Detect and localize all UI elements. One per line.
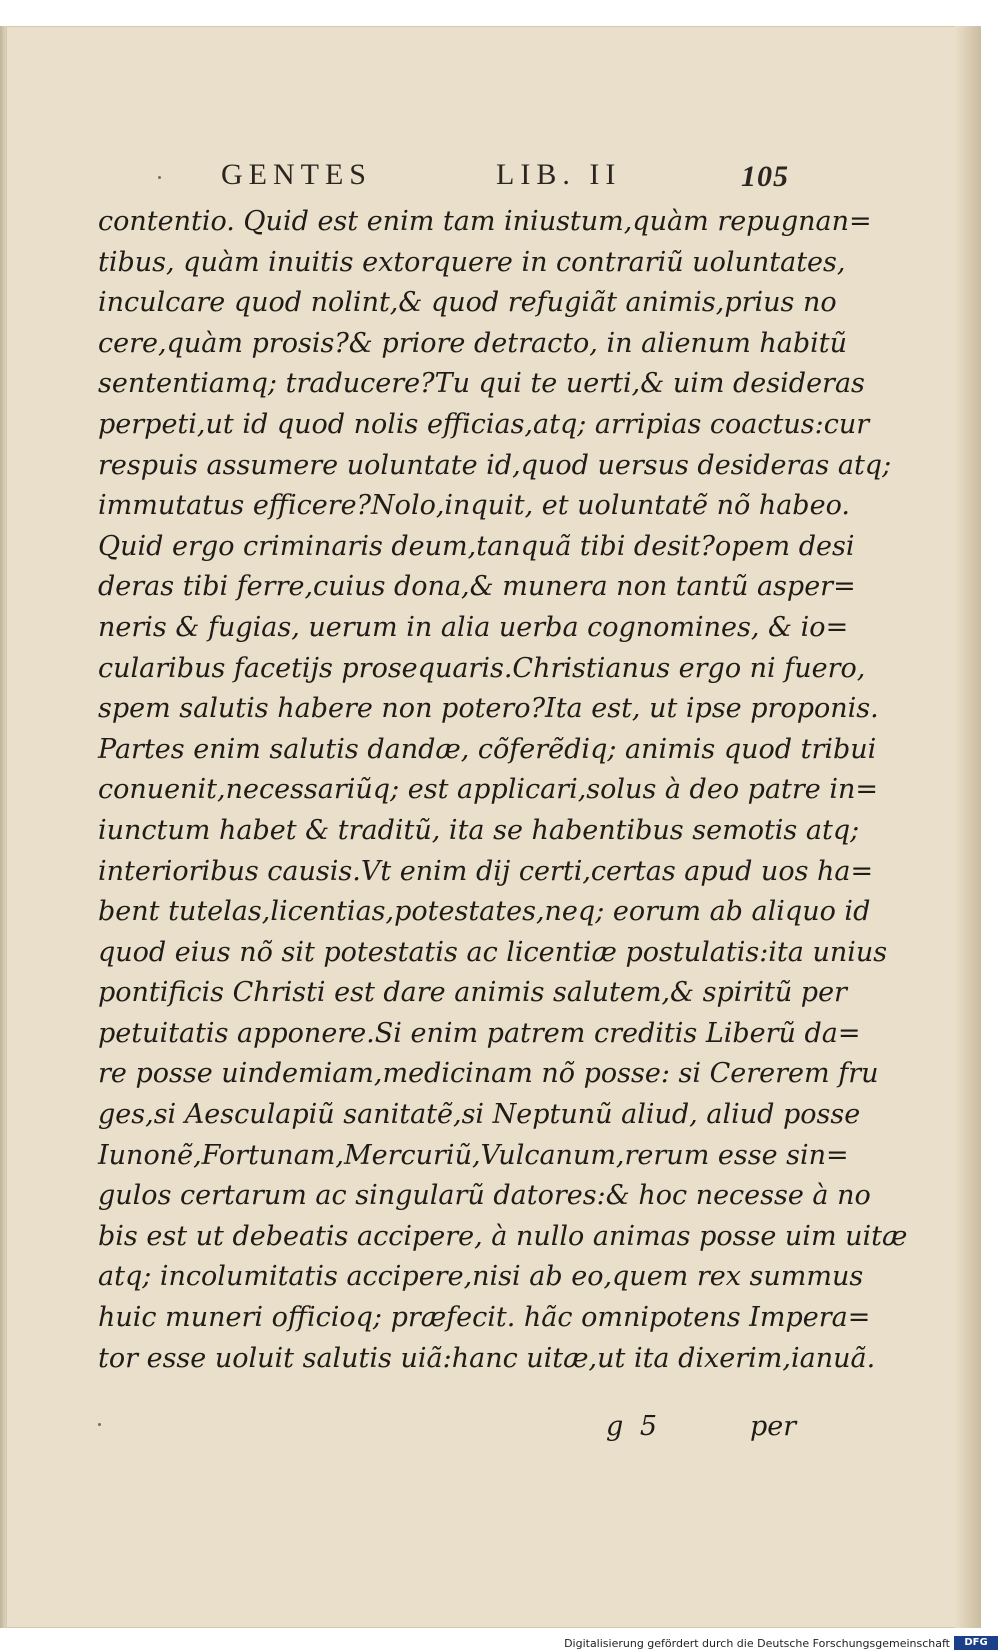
text-line: re posse uindemiam,medicinam nõ posse: si Cererem fru <box>98 1058 879 1090</box>
text-line: sententiamq; traducere?Tu qui te uerti,& uim desideras <box>98 368 865 400</box>
book-page <box>6 26 980 1628</box>
text-line: perpeti,ut id quod nolis efficias,atq; arripias coactus:cur <box>98 408 870 440</box>
text-line: spem salutis habere non potero?Ita est, ut ipse proponis. <box>98 693 879 725</box>
body-text <box>98 202 908 1379</box>
running-header <box>6 158 980 198</box>
text-line: inculcare quod nolint,& quod refugiãt animis,prius no <box>98 287 837 319</box>
page-right-edge <box>955 26 981 1628</box>
text-line: interioribus causis.Vt enim dij certi,certas apud uos ha= <box>98 855 874 887</box>
text-line: neris & fugias, uerum in alia uerba cognomines, & io= <box>98 611 849 643</box>
footer-dot-mark <box>98 1423 101 1426</box>
text-line: atq; incolumitatis accipere,nisi ab eo,quem rex summus <box>98 1261 864 1293</box>
text-line: cere,quàm prosis?& priore detracto, in alienum habitũ <box>98 327 848 359</box>
page-footer <box>6 1411 980 1451</box>
text-line: contentio. Quid est enim tam iniustum,quàm repugnan= <box>98 206 872 237</box>
text-line: pontificis Christi est dare animis salutem,& spiritũ per <box>98 977 847 1009</box>
signature-mark: g 5 <box>606 1411 662 1442</box>
text-line: huic muneri officioq; præfecit. hãc omnipotens Impera= <box>98 1302 871 1334</box>
digitization-credit: Digitalisierung gefördert durch die Deutsche Forschungsgemeinschaft <box>564 1637 950 1650</box>
text-line: ges,si Aesculapiũ sanitatẽ,si Neptunũ aliud, aliud posse <box>98 1099 861 1131</box>
text-line: Iunonẽ,Fortunam,Mercuriũ,Vulcanum,rerum esse sin= <box>98 1139 849 1171</box>
running-title-right: LIB. II <box>496 158 622 191</box>
text-line: petuitatis apponere.Si enim patrem creditis Liberũ da= <box>98 1017 861 1049</box>
text-line: Partes enim salutis dandæ, cõferẽdiq; animis quod tribui <box>98 733 877 765</box>
text-line: bent tutelas,licentias,potestates,neq; eorum ab aliquo id <box>98 896 871 928</box>
page-number: 105 <box>741 160 789 193</box>
text-line: conuenit,necessariũq; est applicari,solus à deo patre in= <box>98 774 879 806</box>
text-line: tor esse uoluit salutis uiã:hanc uitæ,ut ita dixerim,ianuã. <box>98 1342 876 1374</box>
text-line: tibus, quàm inuitis extorquere in contrariũ uoluntates, <box>98 246 846 278</box>
running-title-left: GENTES <box>221 158 372 191</box>
text-line: Quid ergo criminaris deum,tanquã tibi desit?opem desi <box>98 530 855 562</box>
text-line: immutatus efficere?Nolo,inquit, et uoluntatẽ nõ habeo. <box>98 490 850 522</box>
text-line: quod eius nõ sit potestatis ac licentiæ postulatis:ita unius <box>98 936 888 968</box>
dfg-logo: DFG <box>954 1636 998 1650</box>
text-line: bis est ut debeatis accipere, à nullo animas posse uim uitæ <box>98 1220 908 1252</box>
text-line: gulos certarum ac singularũ datores:& hoc necesse à no <box>98 1180 871 1212</box>
catchword: per <box>750 1411 797 1442</box>
text-line: iunctum habet & traditũ, ita se habentibus semotis atq; <box>98 814 860 846</box>
text-line: cularibus facetijs prosequaris.Christianus ergo ni fuero, <box>98 652 866 684</box>
text-line: deras tibi ferre,cuius dona,& munera non tantũ asper= <box>98 571 856 603</box>
header-dot-mark <box>158 176 161 179</box>
text-line: respuis assumere uoluntate id,quod uersus desideras atq; <box>98 449 892 481</box>
